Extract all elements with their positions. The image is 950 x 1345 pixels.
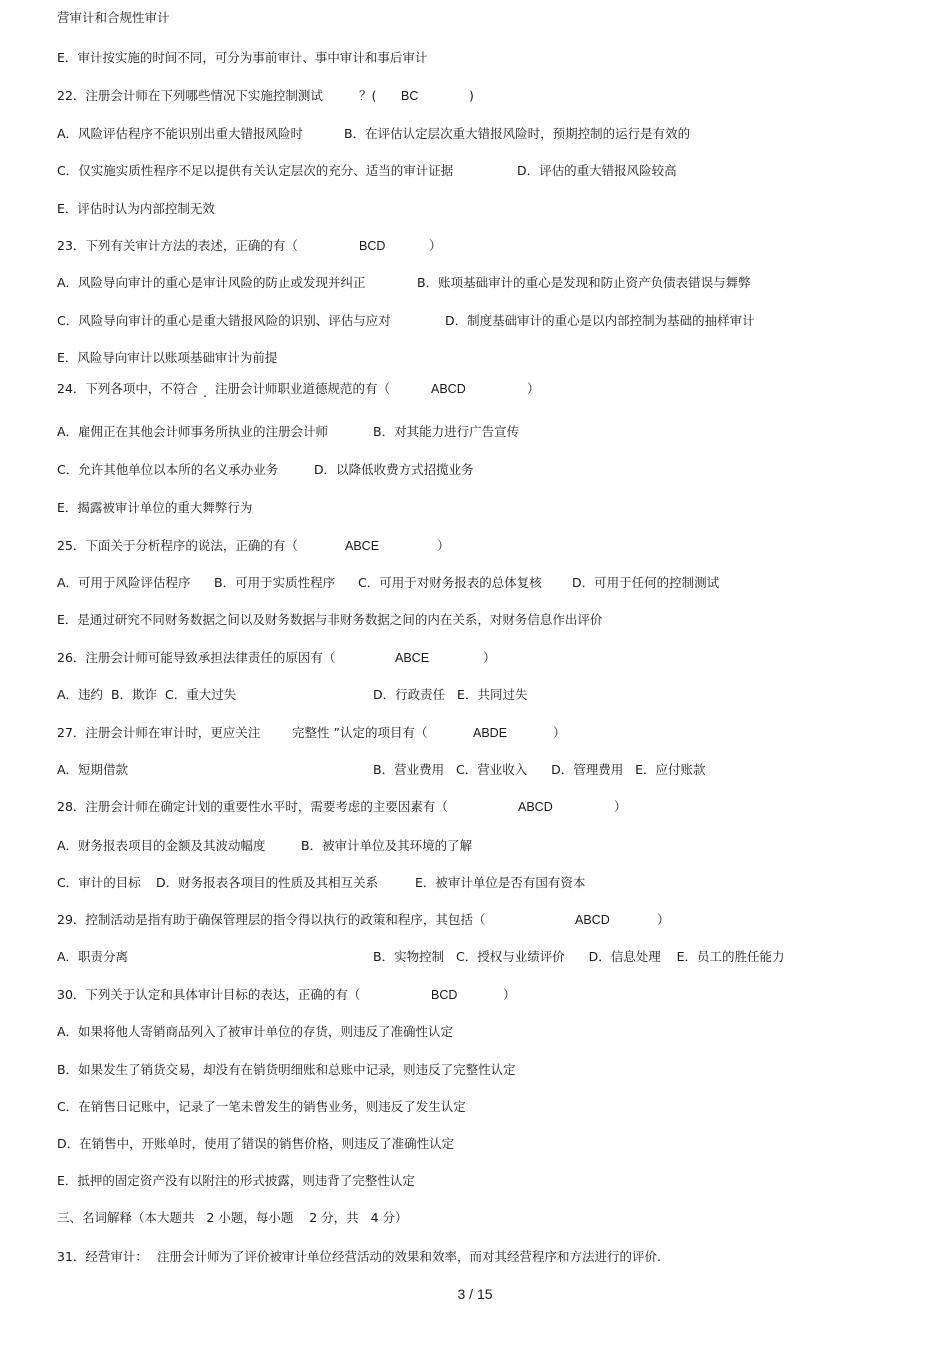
page-number: 3 / 15 <box>457 1286 493 1302</box>
option-e: E．是通过研究不同财务数据之间以及财务数据与非财务数据之间的内在关系，对财务信息作出评价 <box>57 612 603 627</box>
paren-close: ） <box>527 381 540 396</box>
definition: 注册会计师为了评价被审计单位经营活动的效果和效率，而对其经营程序和方法进行的评价. <box>157 1249 661 1264</box>
header-fragment: 营审计和合规性审计 <box>57 10 170 25</box>
options-line <box>57 462 937 478</box>
answer-key: ABCD <box>575 913 610 927</box>
option-c: C．仅实施实质性程序不足以提供有关认定层次的充分、适当的审计证据 <box>57 163 454 178</box>
option-d: D．制度基础审计的重心是以内部控制为基础的抽样审计 <box>445 313 755 328</box>
options-line <box>57 875 937 891</box>
paren-close: ） <box>657 912 670 927</box>
question-24 <box>57 381 937 399</box>
section-heading: 三、名词解释（本大题共 2 小题，每小题 2 分，共 4 分） <box>57 1210 408 1225</box>
answer-key: BC <box>401 89 419 103</box>
paren-close: ） <box>429 238 442 253</box>
option-e: E．被审计单位是否有国有资本 <box>415 875 586 890</box>
question-31 <box>57 1249 937 1265</box>
option-a: A．风险评估程序不能识别出重大错报风险时 <box>57 126 304 141</box>
option-e: E．风险导向审计以账项基础审计为前提 <box>57 350 278 365</box>
options-line <box>57 275 937 291</box>
options-line <box>57 163 937 179</box>
options-line <box>57 424 937 440</box>
question-29 <box>57 912 937 928</box>
option-a: A．财务报表项目的金额及其波动幅度 <box>57 838 266 853</box>
options-b-to-e: B．营业费用 C．营业收入 D．管理费用 E．应付账款 <box>373 762 706 777</box>
option-a: A．如果将他人寄销商品列入了被审计单位的存货，则违反了准确性认定 <box>57 1024 454 1039</box>
answer-key: ABDE <box>473 726 508 740</box>
options-line <box>57 838 937 854</box>
question-26 <box>57 650 937 666</box>
paren-close: ） <box>614 799 627 814</box>
question-stem: 27．注册会计师在审计时，更应关注 <box>57 725 261 740</box>
options-de: D．行政责任 E．共同过失 <box>373 687 528 702</box>
question-stem: 29．控制活动是指有助于确保管理层的指令得以执行的政策和程序，其包括（ <box>57 912 486 927</box>
question-stem: 25．下面关于分析程序的说法，正确的有（ <box>57 538 298 553</box>
options-line <box>57 313 937 329</box>
options-b-to-e: B．实物控制 C．授权与业绩评价 D．信息处理 E．员工的胜任能力 <box>373 949 785 964</box>
option-b: B．在评估认定层次重大错报风险时，预期控制的运行是有效的 <box>344 126 691 141</box>
term: 31．经营审计： <box>57 1249 148 1264</box>
question-22 <box>57 88 937 104</box>
option-a: A．短期借款 <box>57 762 129 777</box>
option-b: B．被审计单位及其环境的了解 <box>301 838 473 853</box>
options-line <box>57 762 937 778</box>
answer-key: ABCE <box>395 651 430 665</box>
question-stem: 30．下列关于认定和具体审计目标的表达，正确的有（ <box>57 987 361 1002</box>
option-b: B．对其能力进行广告宣传 <box>373 424 520 439</box>
answer-key: ABCE <box>345 539 380 553</box>
question-stem: 22．注册会计师在下列哪些情况下实施控制测试 <box>57 88 323 103</box>
option-c: C．审计的目标 <box>57 875 141 890</box>
option-c: C．风险导向审计的重心是重大错报风险的识别、评估与应对 <box>57 313 391 328</box>
question-28 <box>57 799 937 815</box>
option-a: A．可用于风险评估程序 <box>57 575 191 590</box>
question-23 <box>57 238 937 254</box>
option-d: D．可用于任何的控制测试 <box>572 575 720 590</box>
question-stem: 28．注册会计师在确定计划的重要性水平时，需要考虑的主要因素有（ <box>57 799 448 814</box>
question-25 <box>57 538 937 554</box>
answer-key: ABCD <box>518 800 553 814</box>
option-d: D．财务报表各项目的性质及其相互关系 <box>156 875 379 890</box>
options-line <box>57 687 937 703</box>
question-stem: 26．注册会计师可能导致承担法律责任的原因有（ <box>57 650 336 665</box>
option-b: B．账项基础审计的重心是发现和防止资产负债表错误与舞弊 <box>417 275 751 290</box>
options-abc: A．违约 B．欺诈 C．重大过失 <box>57 687 237 702</box>
emphasis-mark: . <box>203 385 207 400</box>
question-stem: 23．下列有关审计方法的表述，正确的有（ <box>57 238 298 253</box>
answer-key: BCD <box>359 239 386 253</box>
question-27 <box>57 725 937 741</box>
option-e: E．抵押的固定资产没有以附注的形式披露，则违背了完整性认定 <box>57 1173 415 1188</box>
paren-close: ） <box>483 650 496 665</box>
paren-close: ) <box>469 88 474 103</box>
question-stem-cont: 完整性 ”认定的项目有（ <box>292 725 428 740</box>
paren-close: ） <box>553 725 566 740</box>
answer-key: BCD <box>431 988 458 1002</box>
option-a: A．职责分离 <box>57 949 129 964</box>
paren-close: ） <box>437 538 450 553</box>
options-line <box>57 126 937 142</box>
option-a: A．雇佣正在其他会计师事务所执业的注册会计师 <box>57 424 329 439</box>
options-line <box>57 575 937 591</box>
option-d: D．在销售中，开账单时，使用了错误的销售价格，则违反了准确性认定 <box>57 1136 455 1151</box>
option-c: C．可用于对财务报表的总体复核 <box>358 575 542 590</box>
option-e: E．揭露被审计单位的重大舞弊行为 <box>57 500 253 515</box>
question-stem-cont: 注册会计师职业道德规范的有（ <box>215 381 391 396</box>
option-d: D．评估的重大错报风险较高 <box>517 163 677 178</box>
option-c: C．在销售日记账中，记录了一笔未曾发生的销售业务，则违反了发生认定 <box>57 1099 466 1114</box>
question-30 <box>57 987 937 1003</box>
option-c: C．允许其他单位以本所的名义承办业务 <box>57 462 279 477</box>
option-d: D．以降低收费方式招揽业务 <box>314 462 474 477</box>
option-a: A．风险导向审计的重心是审计风险的防止或发现并纠正 <box>57 275 366 290</box>
options-line <box>57 949 937 965</box>
question-stem: 24．下列各项中，不符合 <box>57 381 198 396</box>
paren-close: ） <box>503 987 516 1002</box>
option-b: B．如果发生了销货交易，却没有在销货明细账和总账中记录，则违反了完整性认定 <box>57 1062 516 1077</box>
option-e: E．评估时认为内部控制无效 <box>57 201 215 216</box>
answer-key: ABCD <box>431 382 466 396</box>
option-b: B．可用于实质性程序 <box>214 575 336 590</box>
paren-open: ？( <box>359 88 377 103</box>
option-line: E．审计按实施的时间不同，可分为事前审计、事中审计和事后审计 <box>57 50 428 65</box>
